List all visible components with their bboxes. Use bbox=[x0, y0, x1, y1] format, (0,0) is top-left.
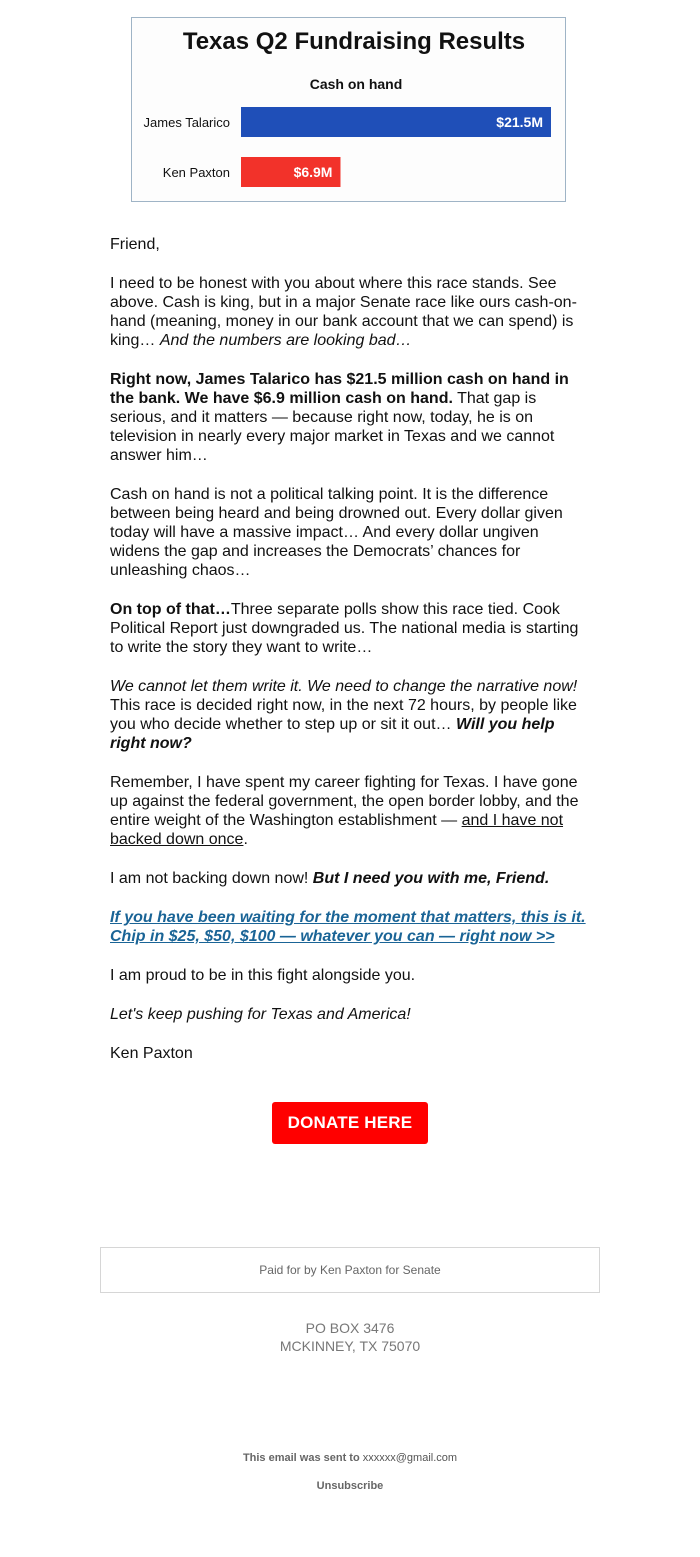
paragraph-8: I am proud to be in this fight alongside you. bbox=[110, 967, 416, 984]
unsubscribe-wrap bbox=[0, 1480, 700, 1492]
paragraph-9-italic: Let's keep pushing for Texas and America! bbox=[110, 1006, 411, 1023]
sent-to-notice bbox=[0, 1452, 700, 1464]
bar-category-label: James Talarico bbox=[143, 115, 230, 130]
cta-link-line-1[interactable]: If you have been waiting for the moment that matters, this is it. bbox=[110, 909, 586, 926]
mailing-address bbox=[0, 1319, 700, 1355]
signature: Ken Paxton bbox=[110, 1045, 193, 1062]
paragraph-4-bold: On top of that… bbox=[110, 601, 231, 618]
donate-button-wrap bbox=[0, 1102, 700, 1144]
chart-subtitle: Cash on hand bbox=[309, 76, 403, 92]
paragraph-3: Cash on hand is not a political talking point. It is the difference between being heard and being drowned out. Every dollar given today will have a massive impact… And every dollar ungiven widens the gap and increases the Democrats’ chances for unleashing chaos… bbox=[110, 486, 563, 579]
fundraising-chart-svg bbox=[132, 18, 565, 201]
paragraph-6-underline: and I have not backed down once bbox=[110, 812, 564, 848]
chart-bars bbox=[144, 107, 551, 187]
paragraph-4 bbox=[110, 600, 592, 657]
bar-value-label: $6.9M bbox=[293, 164, 333, 180]
paragraph-6-text: Remember, I have spent my career fighting for Texas. I have gone up against the federal government, the open border lobby, and the entire weight of the Washington establishment — bbox=[110, 774, 579, 829]
bar-category-label: Ken Paxton bbox=[162, 165, 230, 180]
bar-value-label: $21.5M bbox=[496, 114, 543, 130]
paragraph-1 bbox=[110, 274, 592, 350]
paragraph-5-italic: We cannot let them write it. We need to change the narrative now! bbox=[110, 678, 578, 695]
unsubscribe-link[interactable]: Unsubscribe bbox=[316, 1480, 384, 1492]
recipient-email: xxxxxx@gmail.com bbox=[362, 1452, 458, 1464]
paragraph-6 bbox=[110, 773, 592, 849]
paragraph-9 bbox=[110, 1005, 592, 1024]
paragraph-1-italic: And the numbers are looking bad… bbox=[159, 332, 412, 349]
paragraph-2-bold: Right now, James Talarico has $21.5 million cash on hand in the bank. We have $6.9 million cash on hand. bbox=[110, 371, 569, 407]
paragraph-1-text: I need to be honest with you about where this race stands. See above. Cash is king, but in a major Senate race like ours cash-on-hand (meaning, money in our bank account that we can spend) is king… bbox=[110, 275, 577, 349]
address-line-1: PO BOX 3476 bbox=[305, 1320, 395, 1336]
greeting: Friend, bbox=[110, 236, 160, 253]
donate-button[interactable]: DONATE HERE bbox=[272, 1102, 428, 1144]
paragraph-7-text: I am not backing down now! bbox=[110, 870, 309, 887]
paragraph-7-bold-italic: But I need you with me, Friend. bbox=[312, 870, 550, 887]
paragraph-2 bbox=[110, 370, 592, 465]
email-body bbox=[110, 235, 592, 1083]
paragraph-4-text: Three separate polls show this race tied. Cook Political Report just downgraded us. The national media is starting to write the story they want to write… bbox=[110, 601, 579, 656]
paragraph-2-text: That gap is serious, and it matters — because right now, today, he is on television in nearly every major market in Texas and we cannot answer him… bbox=[110, 390, 555, 464]
paragraph-6-end: . bbox=[243, 831, 248, 848]
paragraph-5-text: This race is decided right now, in the next 72 hours, by people like you who decide whether to step up or sit it out… bbox=[110, 697, 577, 733]
paid-for-disclaimer: Paid for by Ken Paxton for Senate bbox=[100, 1247, 600, 1293]
sent-to-label: This email was sent to bbox=[242, 1452, 360, 1464]
paragraph-5 bbox=[110, 677, 592, 753]
cta-paragraph bbox=[110, 908, 592, 946]
fundraising-chart bbox=[131, 17, 566, 202]
chart-title: Texas Q2 Fundraising Results bbox=[182, 28, 526, 55]
cta-link-line-2[interactable]: Chip in $25, $50, $100 — whatever you can — right now >> bbox=[110, 928, 555, 945]
paragraph-5-bold-italic: Will you help right now? bbox=[110, 716, 555, 752]
paragraph-7 bbox=[110, 869, 592, 888]
address-line-2: MCKINNEY, TX 75070 bbox=[279, 1338, 421, 1354]
